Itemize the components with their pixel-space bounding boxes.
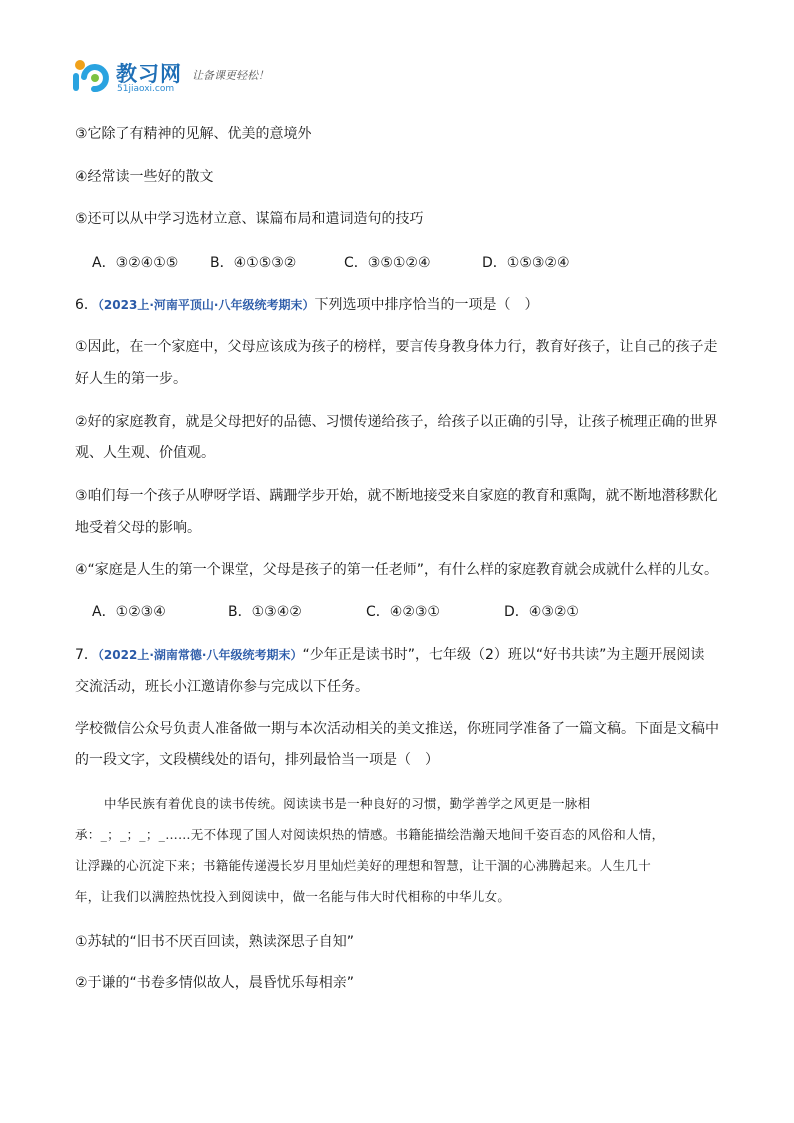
q5-item-4: ④经常读一些好的散文 [75, 169, 214, 185]
q7-item-2: ②于谦的“书卷多情似故人，晨昏忧乐每相亲” [75, 975, 355, 991]
q6-number: 6． [75, 297, 98, 313]
q6-stem: 下列选项中排序恰当的一项是（ ） [314, 297, 539, 313]
logo-domain: 51jiaoxi.com [117, 84, 175, 94]
logo-icon [70, 57, 110, 95]
q7-task-b: 的一段文字，文段横线处的语句，排列最恰当一项是（ ） [75, 752, 439, 768]
q7-stem-a: “少年正是读书时”，七年级（2）班以“好书共读”为主题开展阅读 [302, 647, 705, 663]
q7-source: （2022上·湖南常德·八年级统考期末） [97, 648, 303, 662]
q5-option-d[interactable]: D．①⑤③②④ [482, 255, 570, 271]
q6-option-b[interactable]: B．①③④② [228, 604, 302, 620]
site-logo [70, 55, 300, 99]
q7-stem-b: 交流活动，班长小江邀请你参与完成以下任务。 [75, 679, 369, 695]
q5-option-b[interactable]: B．④①⑤③② [210, 255, 297, 271]
q6-item-3a: ③咱们每一个孩子从咿呀学语、蹒跚学步开始，就不断地接受来自家庭的教育和熏陶，就不断地潜移默化 [75, 488, 718, 504]
q6-item-4: ④“家庭是人生的第一个课堂，父母是孩子的第一任老师”，有什么样的家庭教育就会成就什么样的儿女。 [75, 562, 719, 578]
q7-passage-line-4: 年，让我们以满腔热忱投入到阅读中，做一名能与伟大时代相称的中华儿女。 [75, 889, 511, 904]
q6-item-2b: 观、人生观、价值观。 [75, 445, 215, 461]
q5-options [92, 253, 570, 273]
q7-passage-line-2: 承：_；_；_；_……无不体现了国人对阅读炽热的情感。书籍能描绘浩瀚天地间千姿百态的风俗和人情， [75, 827, 665, 842]
q6-options [92, 602, 579, 622]
q6-item-3b: 地受着父母的影响。 [75, 520, 201, 536]
q5-item-3: ③它除了有精神的见解、优美的意境外 [75, 126, 312, 142]
q6-option-c[interactable]: C．④②③① [366, 604, 440, 620]
q5-option-c[interactable]: C．③⑤①②④ [344, 255, 431, 271]
q7-passage-line-1: 中华民族有着优良的读书传统。阅读读书是一种良好的习惯，勤学善学之风更是一脉相 [104, 796, 591, 811]
q6-option-d[interactable]: D．④③②① [504, 604, 579, 620]
q6-item-1b: 好人生的第一步。 [75, 371, 187, 387]
q6-item-1a: ①因此，在一个家庭中，父母应该成为孩子的榜样，要言传身教身体力行，教育好孩子，让自己的孩子走 [75, 339, 718, 355]
q5-option-a[interactable]: A．③②④①⑤ [92, 255, 179, 271]
q6-source: （2023上·河南平顶山·八年级统考期末） [97, 298, 315, 312]
q7-number: 7． [75, 647, 98, 663]
q7-item-1: ①苏轼的“旧书不厌百回读，熟读深思子自知” [75, 934, 355, 950]
q6-header [75, 295, 538, 315]
logo-slogan: 让备课更轻松！ [192, 69, 269, 82]
q6-option-a[interactable]: A．①②③④ [92, 604, 166, 620]
logo-name: 教习网 [116, 62, 182, 86]
q7-header [75, 645, 704, 665]
q7-passage-line-3: 让浮躁的心沉淀下来；书籍能传递漫长岁月里灿烂美好的理想和智慧，让干涸的心沸腾起来。人生几十 [75, 858, 652, 873]
q6-item-2a: ②好的家庭教育，就是父母把好的品德、习惯传递给孩子，给孩子以正确的引导，让孩子梳理正确的世界 [75, 414, 718, 430]
q5-item-5: ⑤还可以从中学习选材立意、谋篇布局和遣词造句的技巧 [75, 211, 424, 227]
q7-task-a: 学校微信公众号负责人准备做一期与本次活动相关的美文推送，你班同学准备了一篇文稿。下面是文稿中 [75, 721, 719, 737]
